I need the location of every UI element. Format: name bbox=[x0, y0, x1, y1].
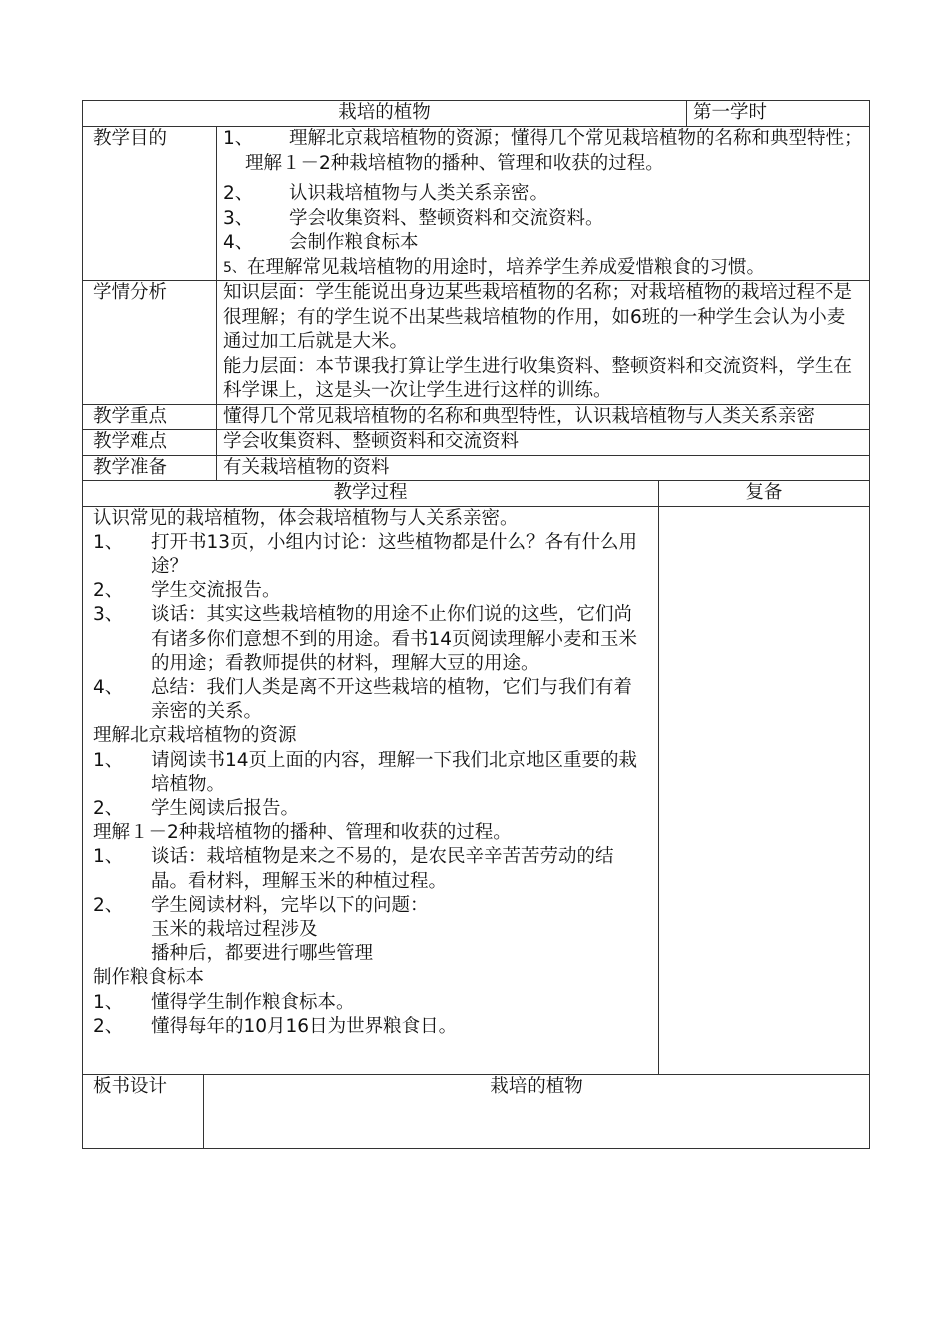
objectives-list bbox=[217, 127, 870, 281]
process-step: 2、 学生交流报告。 bbox=[93, 580, 281, 602]
section-title: 理解北京栽培植物的资源 bbox=[93, 725, 297, 747]
process-step: 1、 谈话：栽培植物是来之不易的，是农民辛辛苦苦劳动的结晶。看材料，理解玉米的种植过程。 bbox=[93, 846, 614, 892]
section-title: 理解１－2种栽培植物的播种、管理和收获的过程。 bbox=[93, 822, 512, 844]
process-step: 1、 打开书13页，小组内讨论：这些植物都是什么？各有什么用途？ bbox=[93, 531, 638, 577]
objective-item: 1、 理解北京栽培植物的资源；懂得几个常见栽培植物的名称和典型特性；理解１－2种栽培植物的播种、管理和收获的过程。 bbox=[223, 128, 863, 174]
objective-item: 5、 在理解常见栽培植物的用途时，培养学生养成爱惜粮食的习惯。 bbox=[223, 256, 766, 278]
review-content bbox=[659, 506, 870, 1074]
process-step: 3、 谈话：其实这些栽培植物的用途不止你们说的这些，它们尚有诸多你们意想不到的用途。看书14页阅读理解小麦和玉米的用途；看教师提供的材料，理解大豆的用途。 bbox=[93, 604, 638, 674]
objective-item: 3、 学会收集资料、整顿资料和交流资料。 bbox=[223, 207, 604, 229]
board-table bbox=[82, 1074, 870, 1149]
key-points-text: 懂得几个常见栽培植物的名称和典型特性，认识栽培植物与人类关系亲密 bbox=[217, 404, 870, 430]
process-subitem: 播种后，都要进行哪些管理 bbox=[151, 943, 374, 965]
analysis-ability: 能力层面：本节课我打算让学生进行收集资料、整顿资料和交流资料，学生在科学课上，这是头一次让学生进行这样的训练。 bbox=[223, 355, 853, 401]
section-title: 制作粮食标本 bbox=[93, 967, 205, 989]
board-label: 板书设计 bbox=[83, 1074, 204, 1148]
difficulties-text: 学会收集资料、整顿资料和交流资料 bbox=[217, 430, 870, 456]
process-step: 4、 总结：我们人类是离不开这些栽培的植物，它们与我们有着亲密的关系。 bbox=[93, 676, 633, 723]
process-subitem: 玉米的栽培过程涉及 bbox=[151, 918, 318, 940]
analysis-knowledge: 知识层面：学生能说出身边某些栽培植物的名称；对栽培植物的栽培过程不是很理解；有的学生说不出某些栽培植物的作用，如6班的一种学生会认为小麦通过加工后就是大米。 bbox=[223, 282, 853, 352]
preparation-text: 有关栽培植物的资料 bbox=[217, 455, 870, 481]
board-title: 栽培的植物 bbox=[204, 1074, 870, 1148]
process-step: 2、 懂得每年的10月16日为世界粮食日。 bbox=[93, 1015, 458, 1037]
process-step: 1、 懂得学生制作粮食标本。 bbox=[93, 991, 355, 1013]
lesson-title: 栽培的植物 bbox=[83, 101, 687, 127]
key-points-label: 教学重点 bbox=[83, 404, 217, 430]
process-step: 1、 请阅读书14页上面的内容，理解一下我们北京地区重要的栽培植物。 bbox=[93, 749, 638, 795]
lesson-period: 第一学时 bbox=[687, 101, 870, 127]
process-table bbox=[82, 480, 870, 1075]
lesson-info-table bbox=[82, 100, 870, 481]
objective-item: 4、 会制作粮食标本 bbox=[223, 232, 419, 253]
preparation-label: 教学准备 bbox=[83, 455, 217, 481]
section-title: 认识常见的栽培植物，体会栽培植物与人关系亲密。 bbox=[93, 507, 519, 529]
lesson-plan bbox=[82, 100, 869, 1149]
analysis-label: 学情分析 bbox=[83, 281, 217, 405]
process-content bbox=[83, 506, 659, 1074]
objective-item: 2、 认识栽培植物与人类关系亲密。 bbox=[223, 183, 549, 204]
review-header: 复备 bbox=[659, 481, 870, 507]
objectives-label: 教学目的 bbox=[83, 127, 217, 281]
difficulties-label: 教学难点 bbox=[83, 430, 217, 456]
process-step: 2、 学生阅读后报告。 bbox=[93, 797, 300, 819]
analysis-text bbox=[217, 281, 870, 405]
process-header: 教学过程 bbox=[83, 481, 659, 507]
process-step: 2、 学生阅读材料，完毕以下的问题： bbox=[93, 894, 429, 916]
